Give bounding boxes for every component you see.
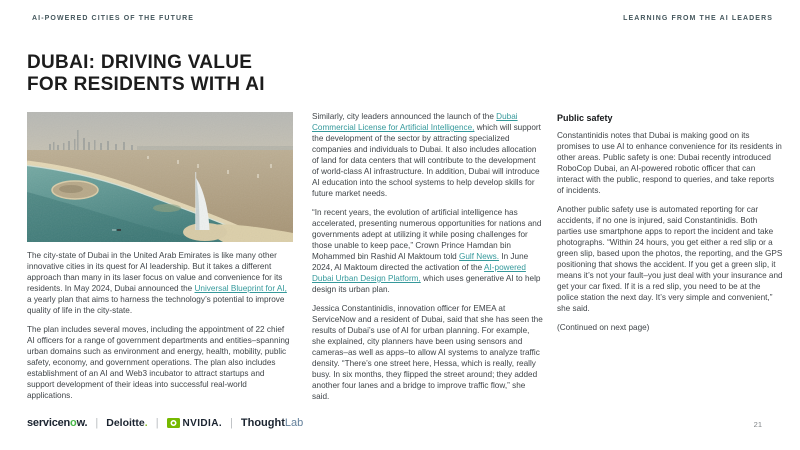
paragraph: [557, 131, 783, 197]
text-link[interactable]: Universal Blueprint for AI,: [194, 283, 287, 293]
paragraph: [27, 251, 293, 317]
dubai-aerial-photo: [27, 112, 293, 242]
paragraph: [312, 112, 543, 200]
partner-logos: [27, 417, 303, 429]
text-span: Similarly, city leaders announced the launch of the: [312, 112, 497, 121]
paragraph: [557, 205, 783, 315]
logo-divider: |: [95, 417, 99, 429]
middle-column: [312, 112, 543, 411]
page-title-line2: FOR RESIDENTS WITH AI: [27, 74, 265, 95]
dubai-photo-illustration: [27, 112, 293, 242]
thoughtlab-logo: [241, 417, 303, 429]
text-span: Constantinidis notes that Dubai is making good on its promises to use AI to enhance convenience for its residents in other areas. Public safety is one: Dubai recently introduced RoboCop Dubai, an AI-powered robotic officer that can interact with the public, respond to queries, and take reports of incidents.: [557, 131, 782, 195]
page-title-line1: DUBAI: DRIVING VALUE: [27, 52, 253, 73]
section-heading-public-safety: Public safety: [557, 113, 613, 123]
text-link[interactable]: AI-powered Dubai Urban Design Platform,: [312, 262, 526, 283]
deloitte-logo-dot: .: [144, 417, 148, 429]
servicenow-logo-text: servicen: [27, 417, 71, 429]
text-link[interactable]: Dubai Commercial License for Artificial Intelligence,: [312, 112, 518, 132]
servicenow-logo-accent: o: [70, 417, 77, 429]
right-column: [557, 112, 783, 342]
paragraph: [312, 208, 543, 296]
page-title: [27, 52, 265, 96]
deloitte-logo: [106, 417, 147, 429]
text-span: Another public safety use is automated reporting for car accidents, if no one is injured, said Constantinidis. Both parties use smartphone apps to report the incident and take photographs. “Within 24 hours, you get either a red slip or a green slip, based upon the photos, the reporting, and the GPS positioning that shows the accident. If you get a green slip, it means it’s not your fault–you just deal with your insurance and get your car fixed. If it is a red slip, you need to be at the police station the next day. It’s very simple and convenient,” she said.: [557, 204, 783, 313]
text-span: which uses generative AI to help design its urban plan.: [312, 273, 541, 294]
continued-note: (Continued on next page): [557, 322, 650, 332]
text-span: In June 2024, Al Maktoum directed the activation of the: [312, 251, 529, 272]
text-link[interactable]: Gulf News.: [459, 251, 500, 261]
deloitte-logo-text: Deloitte: [106, 417, 145, 429]
text-span: which will support the development of the sector by attracting specialized companies and individuals to Dubai. It also includes allocation of land for data centers that will contribute to the development of world-class AI infrastructure. In addition, Dubai will introduce AI education into the school systems to help develop skills for future market needs.: [312, 122, 541, 198]
page-number: 21: [753, 420, 762, 429]
header-right-label: LEARNING FROM THE AI LEADERS: [623, 15, 773, 22]
nvidia-logo: [167, 418, 222, 429]
text-span: Jessica Constantinidis, innovation officer for EMEA at ServiceNow and a resident of Dubai, said that she has seen the results of Dubai’s use of AI for urban planning. For example, she explained, city planners have been using sensors and cameras–as well as apps–to allow AI systems to analyze traffic density. “There’s one street here, Hessa, which is really, really busy. In six months, they flipped the street around; they added another four lanes and a bridge to improve traffic flow,” she said.: [312, 303, 543, 401]
left-column: [27, 112, 293, 410]
paragraph: [312, 304, 543, 403]
text-span: “In recent years, the evolution of artificial intelligence has accelerated, presenting numerous opportunities for nations and governments adept at utilizing it while posing challenges for those unable to keep pace,” Crown Prince Hamdan bin Mohammed bin Rashid Al Maktoum told: [312, 207, 542, 261]
text-span: a yearly plan that aims to harness the technology’s potential to improve quality of life in the city-state.: [27, 294, 285, 315]
paragraph: [27, 325, 293, 402]
nvidia-logo-text: NVIDIA.: [182, 417, 223, 429]
logo-divider: |: [230, 417, 233, 429]
text-span: The plan includes several moves, including the appointment of 22 chief AI officers for a range of government departments and entities–spanning urban domains such as environment and energy, health, mobility, public safety, economy, and government operations. The plan also includes establishment of an AI and Web3 incubator to attract startups and support development of their ideas into successful real-world applications.: [27, 324, 290, 400]
header-left-label: AI-POWERED CITIES OF THE FUTURE: [32, 15, 195, 22]
thoughtlab-logo-text: Thought: [240, 417, 285, 429]
logo-divider: |: [155, 417, 159, 429]
thoughtlab-logo-accent: Lab: [284, 417, 304, 429]
servicenow-logo-text: w.: [76, 417, 88, 429]
nvidia-eye-icon: [167, 418, 180, 428]
text-span: The city-state of Dubai in the United Arab Emirates is like many other innovative cities in its quest for AI leadership. But it takes a different approach than many in its laser focus on value and convenience for its residents. In May 2024, Dubai announced the: [27, 251, 283, 293]
servicenow-logo: [27, 417, 87, 429]
